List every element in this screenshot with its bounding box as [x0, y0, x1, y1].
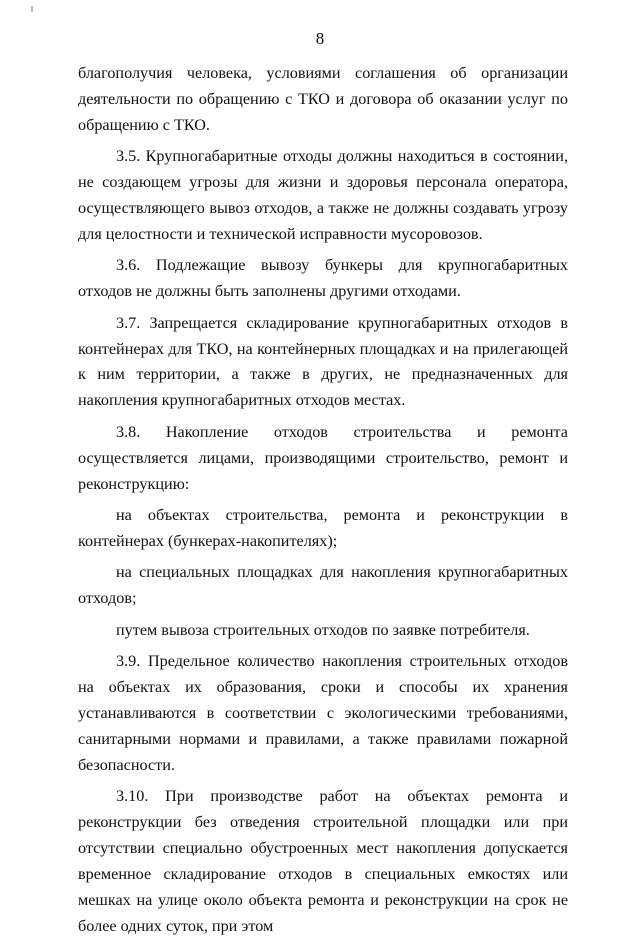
paragraph-3-6: 3.6. Подлежащие вывозу бункеры для крупногабаритных отходов не должны быть заполнены другими отходами.	[78, 256, 568, 301]
paragraph-3-7: 3.7. Запрещается складирование крупногабаритных отходов в контейнерах для ТКО, на контейнерных площадках и на прилегающей к ним территории, а также в других, не предназначенных для накопления крупногабаритных отходов местах.	[78, 313, 568, 410]
paragraph-3-5: 3.5. Крупногабаритные отходы должны находиться в состоянии, не создающем угрозы для жизни и здоровья персонала оператора, осуществляющего вывоз отходов, а также не должны создавать угрозу для целостности и технической исправности мусоровозов.	[78, 147, 568, 243]
paragraph-3-9: 3.9. Предельное количество накопления строительных отходов на объектах их образования, сроки и способы их хранения устанавливаются в соответствии с экологическими требованиями, санитарными нормами и правилами, а также правилами пожарной безопасности.	[78, 652, 568, 774]
paragraph-3-10: 3.10. При производстве работ на объектах ремонта и реконструкции без отведения строительной площадки или при отсутствии специально обустроенных мест накопления допускается временное складирование отходов в специальных емкостях или мешках на улице около объекта ремонта и реконструкции на срок не более одних суток, при этом	[78, 787, 568, 935]
list-item-special-areas: на специальных площадках для накопления крупногабаритных отходов;	[78, 563, 568, 608]
list-item-removal-on-request: путем вывоза строительных отходов по заявке потребителя.	[116, 620, 530, 639]
document-body	[78, 61, 568, 945]
scan-artifact-mark	[31, 6, 33, 12]
paragraph-3-8: 3.8. Накопление отходов строительства и ремонта осуществляется лицами, производящими строительство, ремонт и реконструкцию:	[78, 422, 568, 493]
page-number: 8	[315, 29, 325, 48]
paragraph-continuation: благополучия человека, условиями соглашения об организации деятельности по обращению с ТКО и договора об оказании услуг по обращению с ТКО.	[78, 64, 568, 134]
list-item-construction-sites: на объектах строительства, ремонта и реконструкции в контейнерах (бункерах-накопителях);	[78, 506, 568, 550]
